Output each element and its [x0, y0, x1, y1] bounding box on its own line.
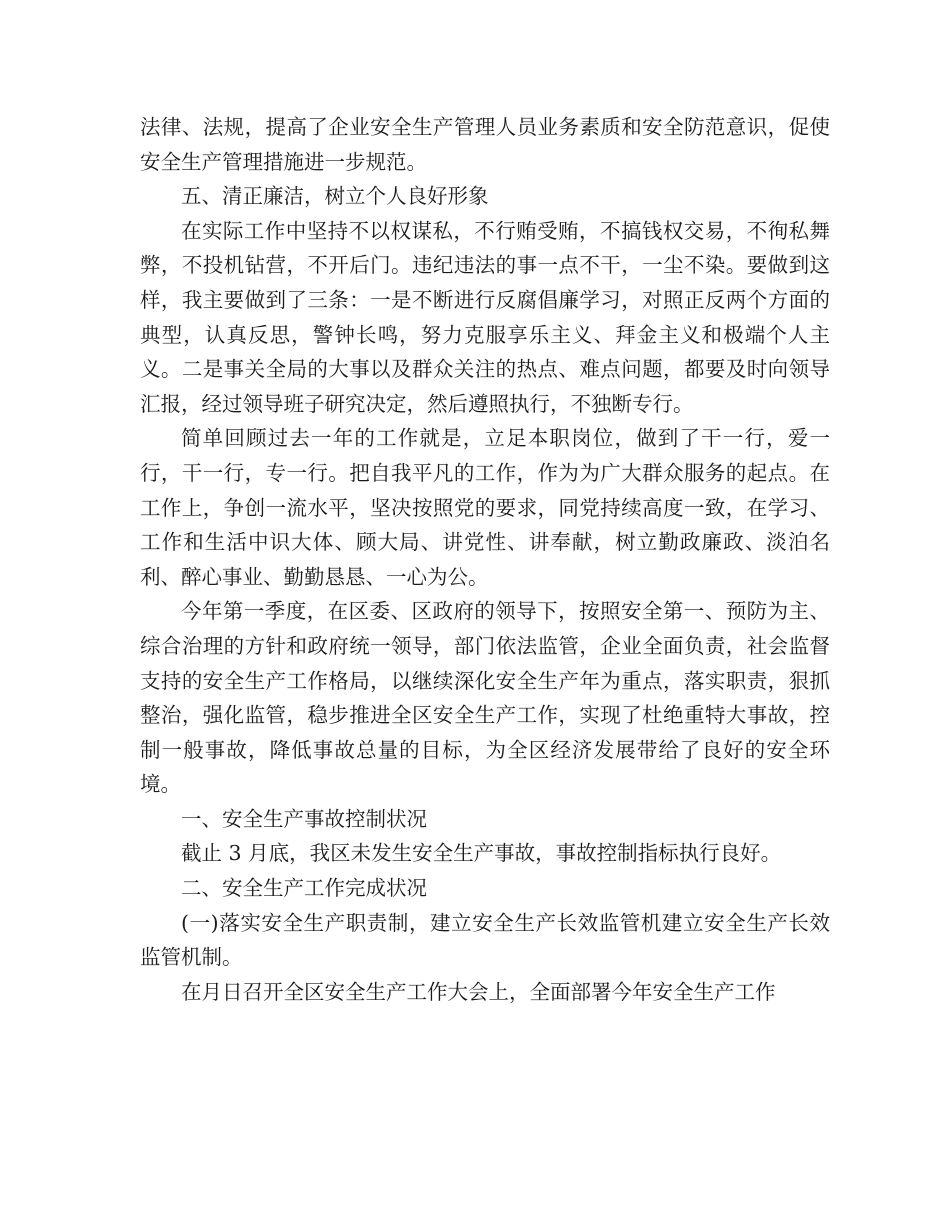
paragraph-5: 截止 3 月底，我区未发生安全生产事故，事故控制指标执行良好。	[181, 841, 782, 866]
section-heading-2: 二、安全生产工作完成状况	[181, 876, 427, 901]
paragraph-2: 在实际工作中坚持不以权谋私，不行贿受贿，不搞钱权交易，不徇私舞弊，不投机钻营，不开后门。违纪违法的事一点不干，一尘不染。要做到这样，我主要做到了三条：一是不断进行反腐倡廉学习，对照正反两个方面的典型，认真反思，警钟长鸣，努力克服享乐主义、拜金主义和极端个人主义。二是事关全局的大事以及群众关注的热点、难点问题，都要及时向领导汇报，经过领导班子研究决定，然后遵照执行，不独断专行。	[140, 218, 830, 416]
paragraph-1: 法律、法规，提高了企业安全生产管理人员业务素质和安全防范意识，促使安全生产管理措施进一步规范。	[140, 115, 830, 174]
document-body	[140, 110, 830, 1009]
paragraph-4: 今年第一季度，在区委、区政府的领导下，按照安全第一、预防为主、综合治理的方针和政府统一领导，部门依法监管，企业全面负责，社会监督支持的安全生产工作格局，以继续深化安全生产年为重点，落实职责，狠抓整治，强化监管，稳步推进全区安全生产工作，实现了杜绝重特大事故，控制一般事故，降低事故总量的目标，为全区经济发展带给了良好的安全环境。	[140, 599, 830, 797]
section-heading-5: 五、清正廉洁，树立个人良好形象	[181, 184, 489, 209]
paragraph-6: 在月日召开全区安全生产工作大会上，全面部署今年安全生产工作	[181, 979, 776, 1004]
paragraph-3: 简单回顾过去一年的工作就是，立足本职岗位，做到了干一行，爱一行，干一行，专一行。把自我平凡的工作，作为为广大群众服务的起点。在工作上，争创一流水平，坚决按照党的要求，同党持续高度一致，在学习、工作和生活中识大体、顾大局、讲党性、讲奉献，树立勤政廉政、淡泊名利、醉心事业、勤勤恳恳、一心为公。	[140, 426, 830, 589]
section-heading-1: 一、安全生产事故控制状况	[181, 806, 427, 831]
subsection-heading-1: (一)落实安全生产职责制，建立安全生产长效监管机建立安全生产长效监管机制。	[140, 910, 830, 970]
